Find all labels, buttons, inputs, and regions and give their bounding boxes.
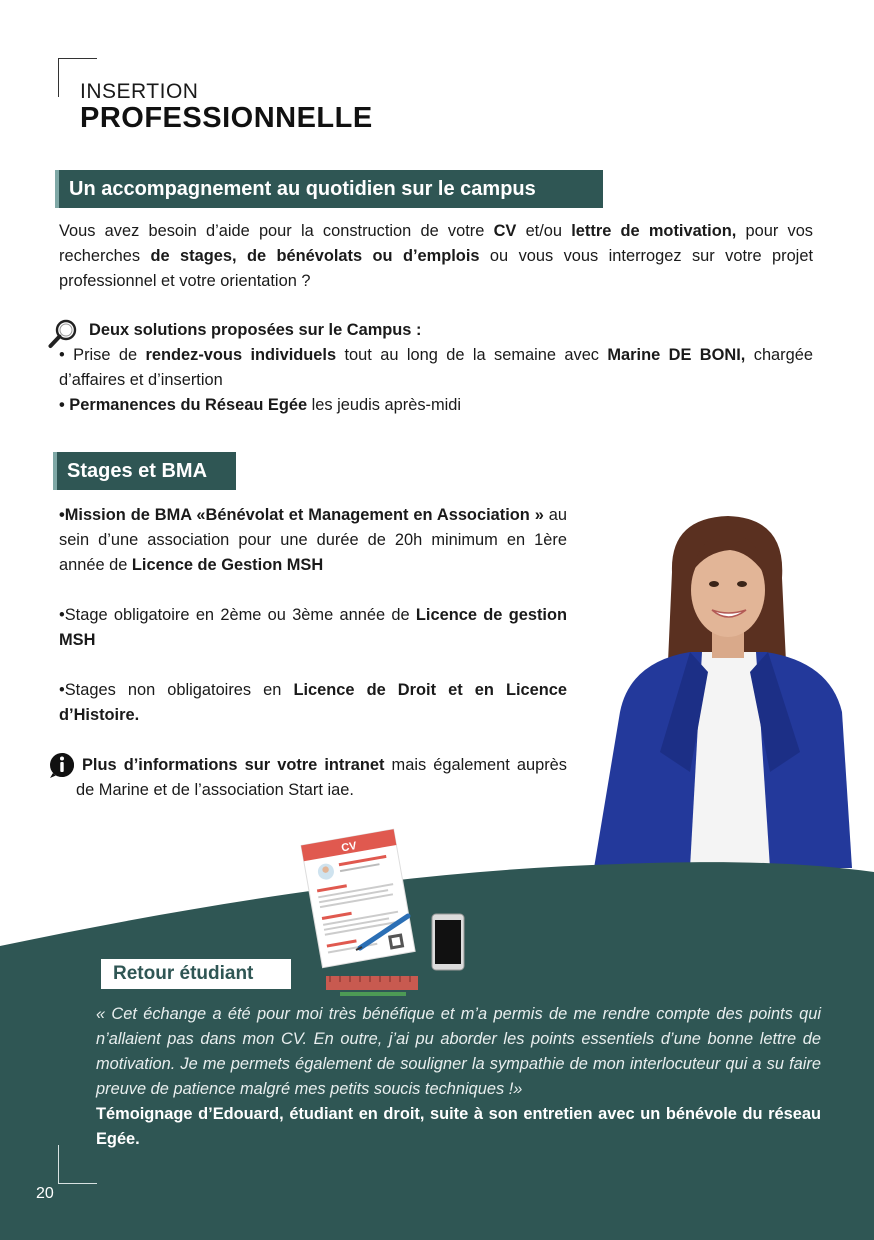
section-heading-accompagnement: Un accompagnement au quotidien sur le campus: [55, 170, 603, 208]
cv-label: CV: [340, 839, 358, 855]
bma-paragraph: •Mission de BMA «Bénévolat et Management en Association » au sein d’une association pour une durée de 20h minimum en 1ère année de Licence de Gestion MSH: [59, 506, 567, 574]
section-heading-stages: Stages et BMA: [53, 452, 236, 490]
stages-block: [59, 503, 567, 753]
testimonial-heading: Retour étudiant: [97, 959, 291, 989]
solution-item-rendez-vous: • Prise de rendez-vous individuels tout au long de la semaine avec Marine DE BONI, chargée d’affaires et d’insertion: [59, 346, 813, 389]
corner-bracket-bottom: [58, 1145, 97, 1184]
stages-non-obligatoires-paragraph: •Stages non obligatoires en Licence de Droit et en Licence d’Histoire.: [59, 681, 568, 724]
testimonial-attribution: Témoignage d’Edouard, étudiant en droit, suite à son entretien avec un bénévole du réseau Egée.: [96, 1105, 821, 1148]
intro-paragraph: Vous avez besoin d’aide pour la construction de votre CV et/ou lettre de motivation, pour vos recherches de stages, de bénévolats ou d’emplois ou vous vous interrogez sur votre projet professionnel et votre orientation ?: [59, 222, 814, 290]
info-icon: [48, 751, 76, 779]
testimonial-quote: « Cet échange a été pour moi très bénéfique et m’a permis de me rendre compte des points qui n’allaient pas dans mon CV. En outre, j’ai pu aborder les points essentiels d’une bonne lettre de motivation. Je me permets également de souligner la sympathie de mon interlocuteur qui a su faire preuve de patience malgré mes petits soucis techniques !»: [96, 1005, 821, 1098]
info-paragraph: Plus d’informations sur votre intranet mais également auprès de Marine et de l’association Start iae.: [76, 756, 567, 799]
portrait-photo: [590, 512, 860, 868]
solutions-heading: Deux solutions proposées sur le Campus :: [89, 321, 422, 339]
page-title: PROFESSIONNELLE: [80, 102, 373, 134]
stage-obligatoire-paragraph: •Stage obligatoire en 2ème ou 3ème année de Licence de gestion MSH: [59, 606, 567, 649]
cv-illustration: [300, 822, 480, 1002]
solutions-block: [59, 318, 813, 418]
page-number: 20: [36, 1185, 54, 1202]
solution-item-permanences: • Permanences du Réseau Egée les jeudis après-midi: [59, 396, 462, 414]
page-kicker: INSERTION: [80, 80, 199, 103]
